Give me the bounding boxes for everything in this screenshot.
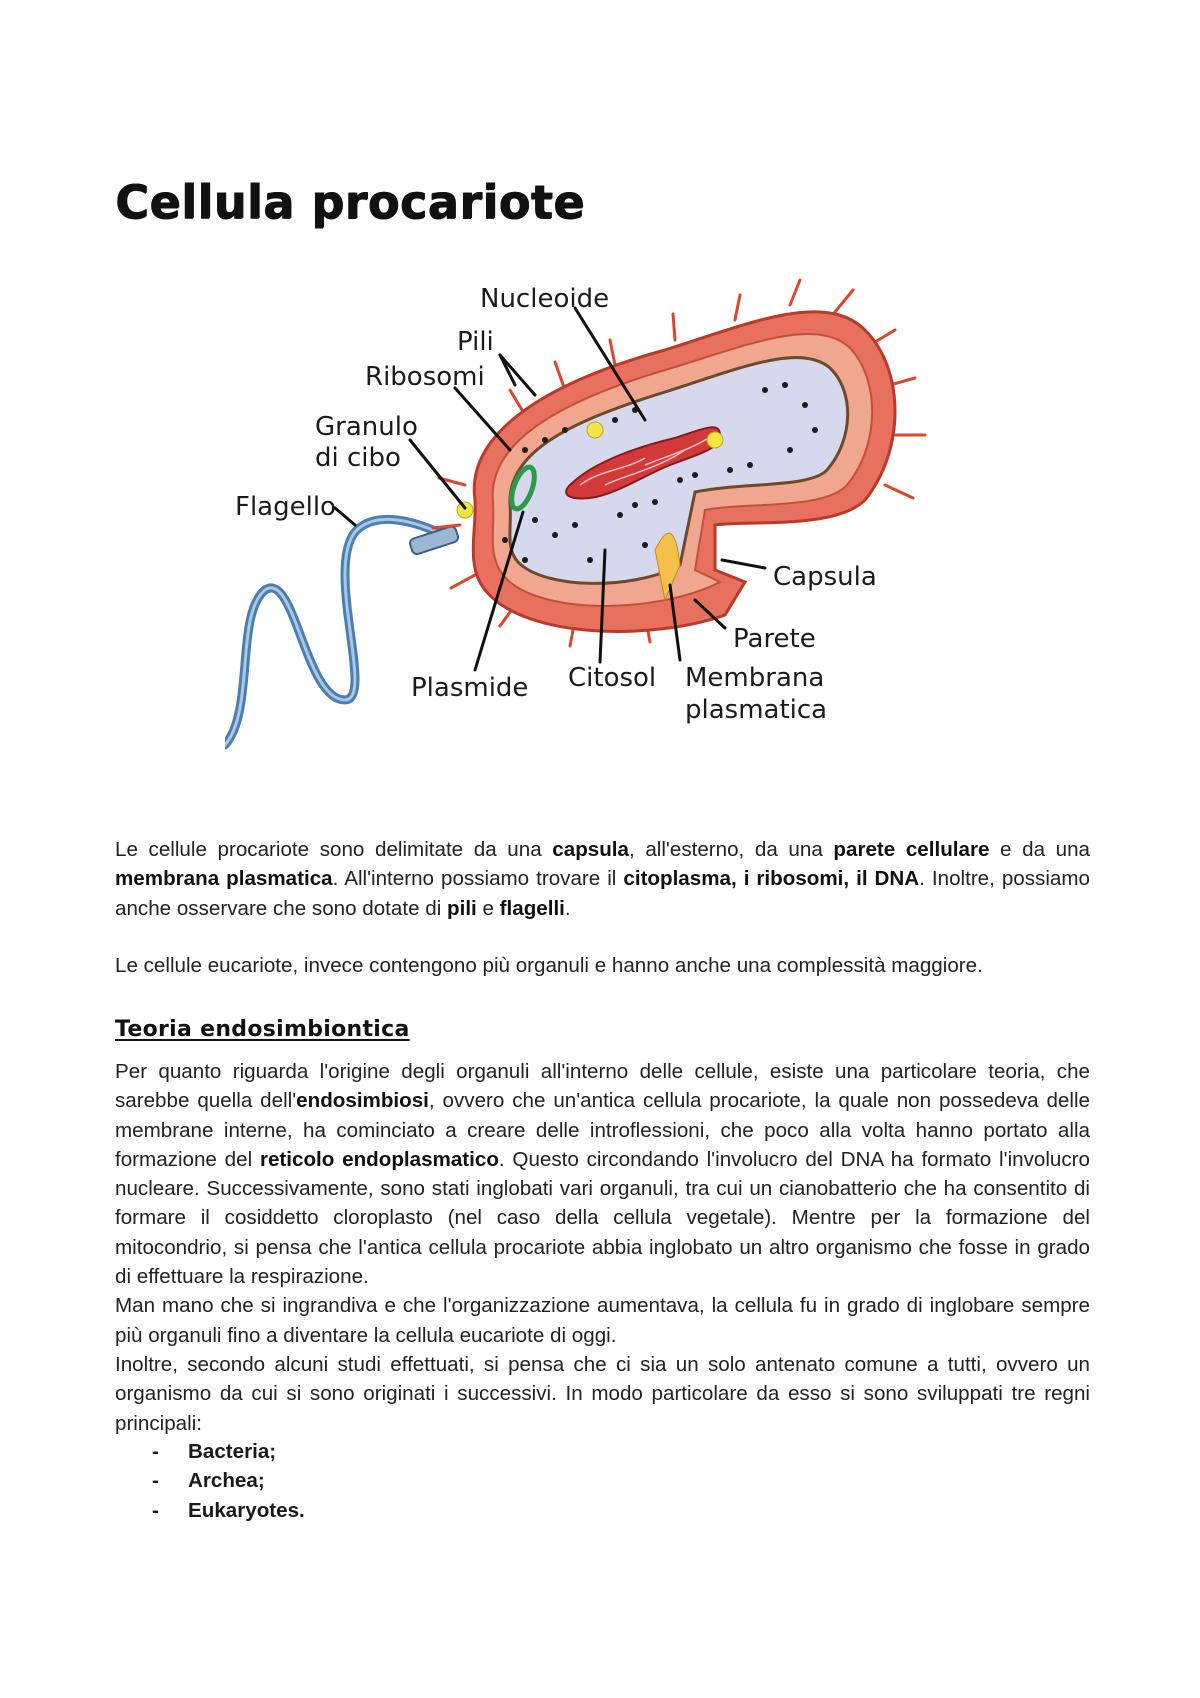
label-plasmide: Plasmide: [411, 673, 529, 703]
label-citosol: Citosol: [568, 663, 657, 693]
label-plasmatica: plasmatica: [685, 695, 828, 725]
label-di-cibo: di cibo: [315, 443, 401, 473]
term-endosimbiosi: endosimbiosi: [296, 1089, 429, 1113]
term-pili: pili: [447, 896, 477, 920]
paragraph-endosymbiosis: Per quanto riguarda l'origine degli organuli all'interno delle cellule, esiste una particolare teoria, che sarebbe quella dell'endosimbiosi, ovvero che un'antica cellula procariote, la quale non possedeva delle membrane interne, ha cominciato a creare delle introflessioni, che poco alla volta hanno portato alla formazione del reticolo endoplasmatico. Questo circondando l'involucro del DNA ha formato l'involucro nucleare. Successivamente, sono stati inglobati vari organuli, tra cui un cianobatterio che ha consentito di formare il cosiddetto cloroplasto (nel caso della cellula vegetale). Mentre per la formazione del mitocondrio, si pensa che l'antica cellula procariote abbia inglobato un altro organismo che fosse in grado di effettuare la respirazione. Man mano che si ingrandiva e che l'organizzazione aumentava, la cellula fu in grado di inglobare sempre più organuli fino a diventare la cellula eucariote di oggi. Inoltre, secondo alcuni studi effettuati, si pensa che ci sia un solo antenato comune a tutti, ovvero un organismo da cui si sono originati i successivi. In modo particolare da esso si sono sviluppati tre regni principali:: [115, 1060, 1090, 1435]
list-item: - Bacteria;: [152, 1440, 277, 1463]
page-title: Cellula procariote: [115, 175, 585, 229]
paragraph-prokaryote-structure: Le cellule procariote sono delimitate da una capsula, all'esterno, da una parete cellulare e da una membrana plasmatica. All'interno possiamo trovare il citoplasma, i ribosomi, il DNA. Inoltre, possiamo anche osservare che sono dotate di pili e flagelli.: [115, 838, 1091, 920]
list-item: - Eukaryotes.: [152, 1498, 305, 1522]
term-membrana-plasmatica: membrana plasmatica: [115, 867, 333, 891]
term-parete-cellulare: parete cellulare: [833, 838, 990, 861]
term-flagelli: flagelli: [499, 896, 565, 920]
section-heading: Teoria endosimbiontica: [115, 1017, 410, 1042]
term-capsula: capsula: [552, 838, 629, 861]
granule: [457, 502, 473, 518]
label-parete: Parete: [733, 624, 816, 654]
label-pili: Pili: [457, 327, 494, 357]
label-ribosomi: Ribosomi: [365, 362, 485, 392]
list-item: - Archea;: [152, 1469, 265, 1493]
granule: [587, 422, 603, 438]
prokaryotic-cell-diagram: [225, 270, 985, 820]
label-capsula: Capsula: [773, 562, 877, 592]
label-nucleoide: Nucleoide: [480, 284, 610, 314]
label-membrana: Membrana: [685, 663, 825, 693]
label-granulo: Granulo: [315, 412, 418, 442]
term-contents: citoplasma, i ribosomi, il DNA: [623, 867, 920, 891]
kingdoms-list: [152, 1437, 305, 1525]
paragraph-eukaryote: Le cellule eucariote, invece contengono più organuli e hanno anche una complessità maggiore.: [115, 954, 983, 977]
label-flagello: Flagello: [235, 492, 336, 522]
term-reticolo: reticolo endoplasmatico: [259, 1147, 499, 1171]
granule: [707, 432, 723, 448]
